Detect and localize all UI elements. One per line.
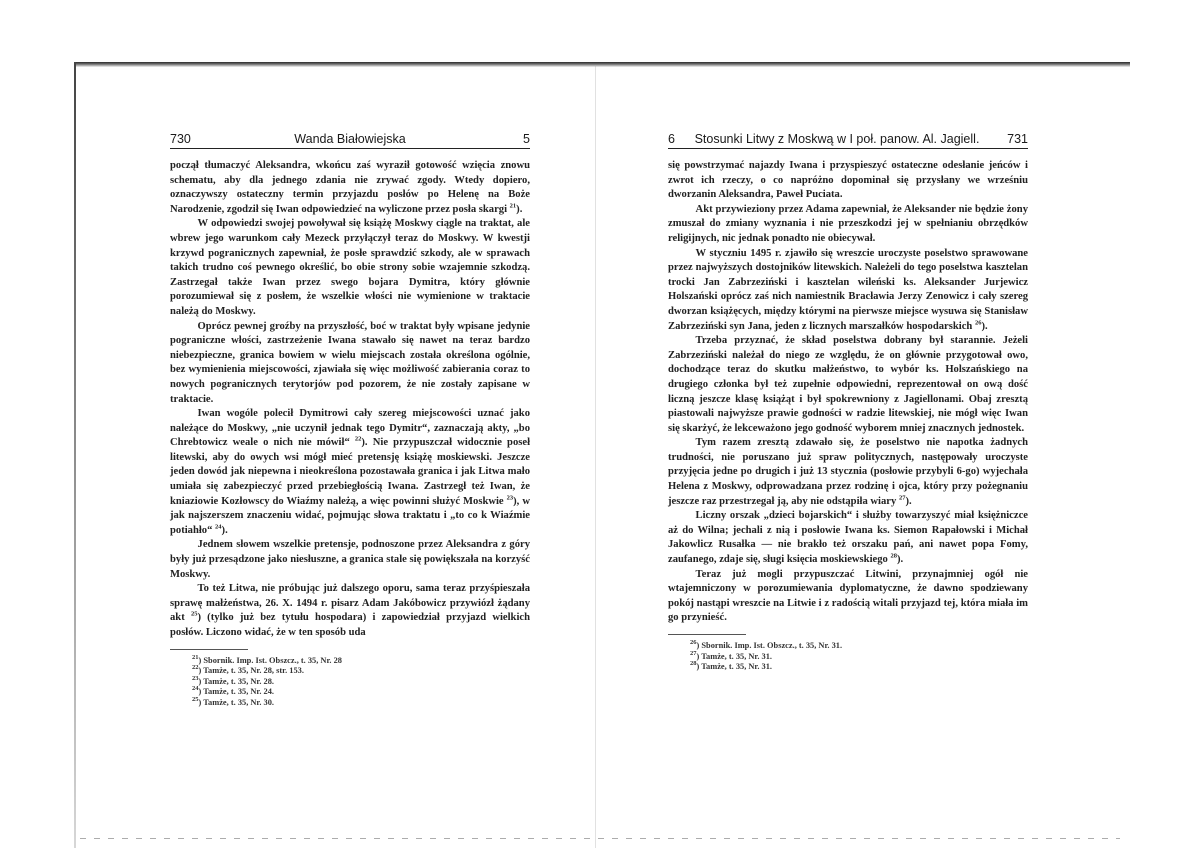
right-page — [668, 132, 1028, 673]
paragraph-text: Teraz już mogli przypuszczać Litwini, przynajmniej ogół nie wtajemniczony w porozumiewania dyplomatyczne, że dawno spodziewany pokój nastąpi wreszcie na Litwie i z radością witali przyjazd tej, która miała im go przynieść. — [668, 568, 1028, 624]
footnote-rule — [668, 634, 746, 635]
right-page-header — [668, 132, 1028, 149]
footnote-text: Tamże, t. 35, Nr. 31. — [701, 651, 773, 661]
section-number: 6 — [668, 132, 675, 146]
paragraph — [668, 159, 1028, 203]
paragraph — [668, 203, 1028, 247]
paragraph-text: To też Litwa, nie próbując już dalszego oporu, sama teraz przyśpieszała sprawę małżeństwa, 26. X. 1494 r. pisarz Adam Jakóbowicz przywiózł żądany akt — [170, 583, 530, 624]
footnote — [192, 666, 530, 677]
paragraph-text: Liczny orszak „dzieci bojarskich“ i służby towarzyszyć miał księżniczce aż do Wilna; jechali z nią i posłowie Iwana ks. Siemon Rapałowski i Michał Jakowlicz Rusałka — nie brakło też orszaku pań, ani nawet popa Fomy, zaufanego, zdaje się, sługi księcia moskiewskiego — [668, 510, 1028, 566]
footnote-paren: ) — [696, 651, 702, 661]
footnote-paren: ) — [198, 655, 204, 665]
footnote-number: 21 — [192, 653, 199, 661]
footnote-text: Tamże, t. 35, Nr. 31. — [701, 662, 773, 672]
left-page-body — [170, 159, 530, 641]
footnote — [192, 698, 530, 709]
paragraph-text: ), w jak najszerszem znaczeniu widać, pojmując słowa traktatu i „to co k Wiaźmie potiahło“ — [170, 495, 530, 536]
footnote-text: Tamże, t. 35, Nr. 30. — [203, 697, 275, 707]
footnote-number: 25 — [192, 696, 199, 704]
footnote-text: Sbornik. Imp. Ist. Obszcz., t. 35, Nr. 31. — [701, 641, 843, 650]
footnote-number: 27 — [690, 649, 697, 657]
footnote-text: Sbornik. Imp. Ist. Obszcz., t. 35, Nr. 28 — [203, 655, 342, 665]
paragraph-text: Iwan wogóle polecił Dymitrowi cały szereg miejscowości uznać jako należące do Moskwy, „nie uczynił jednak tego Dymitr“, zaznaczają akty, „bo Chrebtowicz weale o nich nie mówił“ — [170, 408, 530, 449]
footnote-ref: 27 — [898, 494, 906, 502]
footnote-paren: ) — [198, 676, 204, 686]
footnote-number: 28 — [690, 660, 697, 668]
running-title: Stosunki Litwy z Moskwą w I poł. panow. Al. Jagiell. — [694, 132, 980, 146]
paragraph — [668, 247, 1028, 335]
footnote-number: 22 — [192, 664, 199, 672]
paragraph-text: Jednem słowem wszelkie pretensje, podnoszone przez Aleksandra z góry były już przesądzone jako niesłuszne, a granica stale się powiększała na korzyść Moskwy. — [170, 539, 530, 580]
scan-bottom-noise — [80, 838, 1120, 839]
footnote — [690, 662, 1028, 673]
paragraph-text: ). — [221, 524, 228, 536]
paragraph — [668, 509, 1028, 567]
footnote-ref: 22 — [354, 435, 362, 443]
paragraph — [170, 159, 530, 217]
paragraph — [170, 217, 530, 319]
paragraph-text: się powstrzymać najazdy Iwana i przyspieszyć ostateczne odesłanie jeńców i zwrot ich rzeczy, o co napróżno dopominał się przysłany we wrześniu dworzanin Aleksandra, Paweł Puciata. — [668, 160, 1028, 201]
footnote-number: 23 — [192, 674, 199, 682]
paragraph-text: Trzeba przyznać, że skład poselstwa dobrany był starannie. Jeżeli Zabrzeziński należał do niego ze względu, że on głównie przygotował owo, dochodzące teraz do skutku małżeństwo, to wybór ks. Holszańskiego na drugiego członka był też zupełnie odpowiedni, reprezentował on ową dość liczną jeszcze klasę książąt i był spokrewniony z Jagiellonami. Obaj zresztą piastowali najwyższe prawie godności w radzie litewskiej, nie mógł więc Iwan się skarżyć, że lekceważono jego godność wyborem mniej znacznych jednostek. — [668, 335, 1028, 434]
section-number: 5 — [523, 132, 530, 146]
footnote-text: Tamże, t. 35, Nr. 28, str. 153. — [203, 666, 304, 676]
paragraph — [668, 436, 1028, 509]
footnote-paren: ) — [198, 697, 204, 707]
page-number: 731 — [1007, 132, 1028, 146]
footnote-ref: 24 — [215, 523, 222, 531]
paragraph — [170, 320, 530, 408]
footnote-number: 24 — [192, 685, 199, 693]
paragraph-text: Akt przywieziony przez Adama zapewniał, że Aleksander nie będzie żony zmuszał do zmiany wyznania i nie przeszkodzi jej w spełnianiu obrzędków religijnych, nic jednak ponadto nie obiecywał. — [668, 203, 1028, 244]
left-footnotes — [170, 653, 530, 709]
right-page-body — [668, 159, 1028, 626]
scan-top-edge — [74, 62, 1130, 67]
paragraph-text: Oprócz pewnej groźby na przyszłość, boć w traktat były wpisane jedynie pograniczne włości, zastrzeżenie Iwana stawało się nawet na teraz bardzo niebezpieczne, granica bowiem w wielu miejscach została określona ogólnie, bez wymienienia miejscowości, zjawiała się więc możliwość zabierania coraz to nowych pogranicznych terytorjów pod pozorem, że nie zostały zapisane w traktacie. — [170, 320, 530, 405]
footnote — [690, 641, 1028, 652]
paragraph — [170, 538, 530, 582]
paragraph-text: ) (tylko już bez tytułu hospodara) i zapowiedział przyjazd wielkich posłów. Liczono widać, że w ten sposób uda — [170, 612, 530, 638]
footnote-paren: ) — [696, 662, 702, 672]
left-page-header — [170, 132, 530, 149]
footnote-ref: 25 — [190, 610, 198, 618]
footnote-text: Tamże, t. 35, Nr. 28. — [203, 676, 275, 686]
footnote-paren: ) — [198, 666, 204, 676]
footnote-paren: ) — [198, 687, 204, 697]
book-spine — [595, 66, 596, 848]
page-number: 730 — [170, 132, 191, 146]
footnote-paren: ) — [696, 641, 702, 650]
paragraph-text: ). — [516, 203, 523, 215]
paragraph — [668, 334, 1028, 436]
paragraph-text: W styczniu 1495 r. zjawiło się wreszcie uroczyste poselstwo sprawowane przez najwyższych dostojników litewskich. Należeli do tego poselstwa kasztelan trocki Jan Zabrzeziński i kasztelan wileński ks. Aleksander Jurjewicz Holszański oprócz zaś nich namiestnik Bracławia Jerzy Zenowicz i cały szereg dworzan książęcych, między którymi na pierwsze miejsce wysuwa się Stanisław Zabrzeziński syn Jana, jeden z licznych marszałków hospodarskich — [668, 247, 1028, 332]
footnote-ref: 28 — [890, 552, 897, 560]
footnote-ref: 21 — [509, 202, 517, 210]
running-title: Wanda Białowiejska — [294, 132, 406, 146]
right-footnotes — [668, 641, 1028, 673]
footnote-rule — [170, 649, 248, 650]
paragraph-text: ). — [896, 554, 904, 566]
left-page — [170, 132, 530, 709]
footnote-text: Tamże, t. 35, Nr. 24. — [203, 687, 275, 697]
paragraph-text: ). Nie przypuszczał widocznie poseł litewski, aby do owych wsi mógł mieć pretensję książę moskiewski. Jeszcze jeden dowód jak niepewna i nieokreślona pozostawała granica i jak Litwa mało umiała się zabezpieczyć przed przebiegłością Iwana. Zastrzegł też Iwan, że kniaziowie Kozłowscy do Wiaźmy należą, a więc powinni służyć Moskwie — [170, 437, 531, 507]
footnote — [192, 653, 530, 667]
footnote — [192, 687, 530, 698]
footnote-ref: 26 — [974, 319, 982, 326]
footnote-number: 26 — [690, 639, 697, 647]
paragraph-text: ). — [981, 320, 988, 332]
footnote-ref: 23 — [506, 494, 514, 502]
paragraph — [170, 407, 530, 538]
footnote — [192, 674, 530, 688]
paragraph-text: począł tłumaczyć Aleksandra, wkońcu zaś wyraził gotowość wzięcia znowu schematu, aby dla jednego zdania nie zrywać zgody. Wtedy dopiero, oznaczywszy ostateczny termin przyjazdu posłów po Helenę na Boże Narodzenie, zgodził się Iwan odpowiedzieć na wyliczone przez posła skargi — [170, 160, 530, 215]
paragraph-text: W odpowiedzi swojej powoływał się książę Moskwy ciągle na traktat, ale wbrew jego warunkom cały Mezeck przyłączył teraz do Moskwy. W kwestji krzywd pogranicznych zapewniał, że posłe sprawdzić szkody, ale w sprawach takich trudno coś pewnego określić, bo obie strony sobie wzajemnie szkodzą. Zastrzegał także Iwan przez swego bojara Dymitra, który głównie porozumiewał się z posłem, że wszelkie włości nie wymienione w traktacie należą do Moskwy. — [170, 218, 530, 317]
paragraph-text: Tym razem zresztą zdawało się, że poselstwo nie napotka żadnych trudności, nie poruszano już spraw politycznych, następowały uroczyste przyjęcia jedne po drugich i już 13 stycznia (posłowie przybyli 6-go) wyjechała Helena z Moskwy, odprowadzana przez rodzinę i ojca, który przy pożegnaniu jeszcze raz przestrzegał ją, aby nie odstąpiła wiary — [668, 437, 1028, 507]
scan-left-edge — [74, 62, 76, 848]
paragraph — [170, 582, 530, 640]
paragraph-text: ). — [905, 495, 912, 507]
paragraph — [668, 568, 1028, 626]
footnote — [690, 649, 1028, 663]
